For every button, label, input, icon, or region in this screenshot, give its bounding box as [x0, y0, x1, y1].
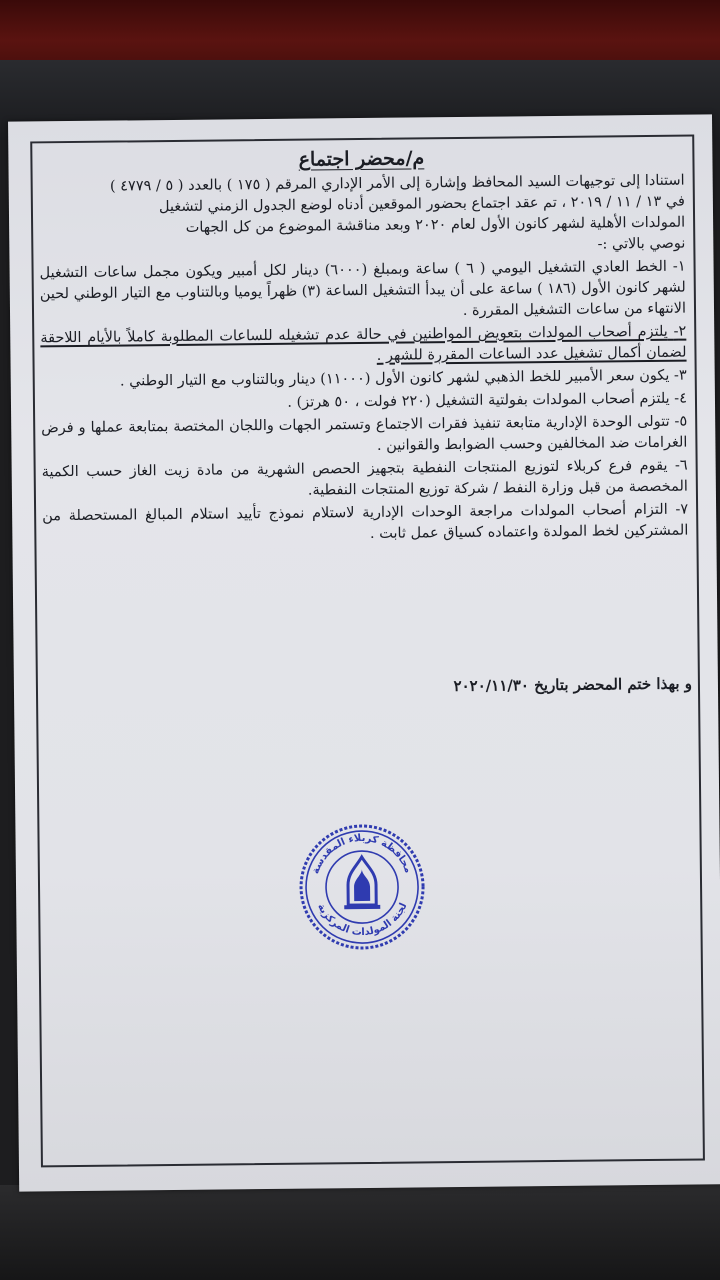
intro-paragraph	[39, 171, 686, 262]
item-text: يلتزم أصحاب المولدات بتعويض المواطنين في حالة عدم تشغيله للساعات المطلوبة كاملاً بالأيام اللاحقة لضمان أكمال تشغيل عدد الساعات المقررة للشهر .	[40, 323, 687, 364]
item-number: ٦-	[674, 457, 688, 474]
item-number: ٢-	[673, 323, 687, 340]
list-item	[41, 412, 687, 461]
intro-line: في ١٣ / ١١ / ٢٠١٩ ، تم عقد اجتماع بحضور الموقعين أدناه لوضع الجدول الزمني لتشغيل	[158, 193, 685, 216]
item-number: ٥-	[674, 413, 688, 430]
stamp-top-text: محافظة كربلاء المقدسة	[310, 832, 414, 876]
item-number: ٧-	[675, 501, 689, 518]
document-body	[34, 145, 692, 551]
intro-line: المولدات الأهلية لشهر كانون الأول لعام ٢٠٢٠ وبعد مناقشة الموضوع من كل الجهات	[185, 214, 686, 236]
item-number: ١-	[672, 258, 686, 275]
item-text: الخط العادي التشغيل اليومي ( ٦ ) ساعة وبمبلغ (٦٠٠٠) دينار لكل أمبير ويكون مجمل ساعات التشغيل لشهر كانون الأول (١٨٦ ) ساعة على أن يبدأ التشغيل الساعة (٣) ظهراً يوميا وبالتناوب مع التيار الوطني لحين الانتهاء من ساعات التشغيل المقررة .	[39, 258, 687, 319]
item-text: يقوم فرع كربلاء لتوزيع المنتجات النفطية بتجهيز الحصص الشهرية من مادة زيت الغاز حسب الكمية المخصصة من قبل وزارة النفط / شركة توزيع المنتجات النفطية.	[41, 457, 688, 499]
intro-line: نوصي بالاتي :-	[597, 235, 686, 253]
paper-sheet	[8, 114, 720, 1191]
table-surface-bottom	[0, 1185, 720, 1280]
item-text: التزام أصحاب المولدات مراجعة الوحدات الإدارية لاستلام نموذج تأييد استلام المبالغ المستحصلة من المشتركين لخط المولدة واعتماده كسياق عمل ثابت .	[42, 501, 689, 542]
recommendations-list	[40, 257, 689, 549]
item-text: يكون سعر الأمبير للخط الذهبي لشهر كانون الأول (١١٠٠٠) دينار وبالتناوب مع التيار الوطني .	[119, 367, 670, 390]
item-text: يلتزم أصحاب المولدات بفولتية التشغيل (٢٢٠ فولت ، ٥٠ هرتز) .	[287, 390, 670, 411]
item-number: ٣-	[673, 367, 687, 384]
document-title: م/محضر اجتماع	[298, 147, 425, 171]
list-item	[42, 456, 688, 505]
item-text: تتولى الوحدة الإدارية متابعة تنفيذ فقرات الاجتماع وتستمر الجهات واللجان المختصة بمتابعة عملها و فرض الغرامات ضد المخالفين وحسب الضوابط والقوانين .	[41, 413, 688, 454]
list-item	[40, 257, 687, 327]
stamp-emblem-icon	[344, 857, 381, 909]
list-item	[42, 500, 688, 549]
official-stamp-icon	[297, 822, 426, 951]
stamp-bottom-text: لجنة المولدات المركزية	[315, 901, 410, 939]
intro-line: استنادا إلى توجيهات السيد المحافظ وإشارة إلى الأمر الإداري المرقم ( ١٧٥ ) بالعدد ( ٥ / ٤٧٧٩ )	[109, 172, 685, 195]
item-number: ٤-	[674, 390, 688, 407]
closing-statement: و بهذا ختم المحضر بتاريخ ٢٠٢٠/١١/٣٠	[453, 674, 693, 696]
list-item	[40, 322, 686, 371]
